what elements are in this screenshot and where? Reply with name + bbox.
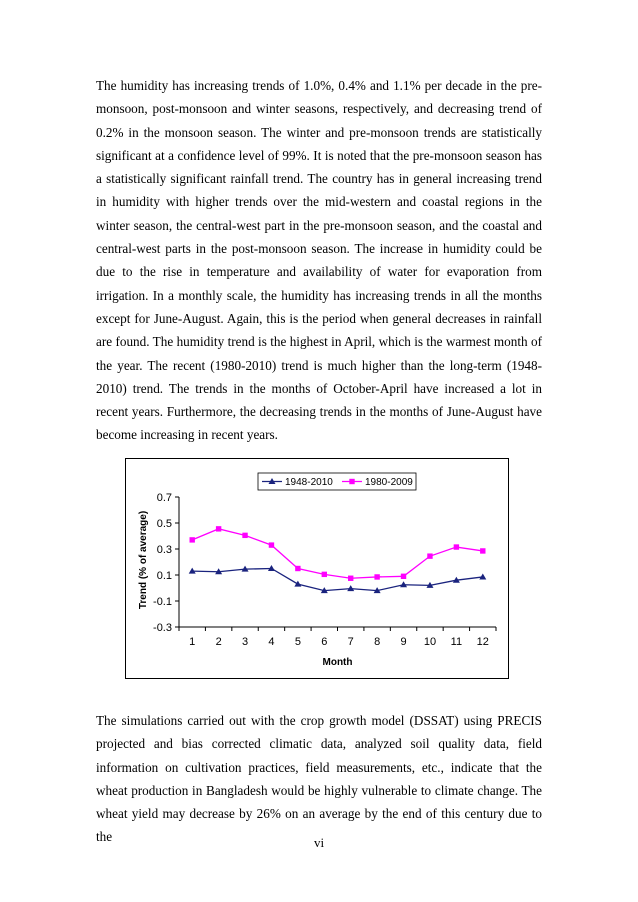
x-tick-label: 11 <box>450 636 463 648</box>
x-tick-label: 5 <box>294 636 301 648</box>
legend-label-1948-2010: 1948-2010 <box>285 477 333 488</box>
x-tick-label: 8 <box>374 636 381 648</box>
body-paragraph-wheat: The simulations carried out with the crop growth model (DSSAT) using PRECIS projected and bias corrected climatic data, analyzed soil quality data, field information on cultivation practices, field measurements, etc., indicate that the wheat production in Bangladesh would be highly vulnerable to climate change. The wheat yield may decrease by 26% on an average by the end of this century due to the <box>96 713 542 845</box>
page-number: vi <box>313 835 325 850</box>
y-tick-label: 0.3 <box>156 544 172 556</box>
body-paragraph-humidity: The humidity has increasing trends of 1.0%, 0.4% and 1.1% per decade in the pre-monsoon, post-monsoon and winter seasons, respectively, and decreasing trend of 0.2% in the monsoon season. The winter and pre-monsoon trends are statistically significant at a confidence level of 99%. It is noted that the pre-monsoon season has a statistically significant rainfall trend. The country has in general increasing trend in humidity with higher trends over the mid-western and coastal regions in the winter season, the central-west part in the pre-monsoon season, and the coastal and central-west parts in the post-monsoon season. The increase in humidity could be due to the rise in temperature and availability of water for evaporation from irrigation. In a monthly scale, the humidity has increasing trends in all the months except for June-August. Again, this is the period when general decreases in rainfall are found. The humidity trend is the highest in April, which is the warmest month of the year. The recent (1980-2010) trend is much higher than the long-term (1948-2010) trend. The trends in the months of October-April have increased a lot in recent years. Furthermore, the decreasing trends in the months of June-August have become increasing in recent years. <box>96 78 542 443</box>
data-point-1980-2009 <box>374 574 379 579</box>
data-point-1980-2009 <box>427 553 432 558</box>
x-tick-label: 1 <box>189 636 196 648</box>
data-point-1980-2009 <box>269 542 274 547</box>
data-point-1948-2010 <box>347 585 354 591</box>
data-point-1948-2010 <box>479 573 486 579</box>
data-point-1980-2009 <box>348 576 353 581</box>
data-point-1948-2010 <box>294 581 301 587</box>
legend-marker-1980-2009 <box>349 479 354 484</box>
data-point-1980-2009 <box>454 544 459 549</box>
x-tick-label: 3 <box>241 636 249 648</box>
y-tick-label: -0.3 <box>153 622 172 634</box>
series-line-1980-2009 <box>192 529 483 578</box>
x-tick-label: 6 <box>321 636 328 648</box>
x-tick-label: 10 <box>423 636 437 648</box>
data-point-1980-2009 <box>322 572 327 577</box>
data-point-1980-2009 <box>480 548 485 553</box>
data-point-1980-2009 <box>401 574 406 579</box>
y-tick-label: 0.5 <box>156 518 172 530</box>
x-tick-label: 7 <box>347 636 354 648</box>
data-point-1980-2009 <box>295 566 300 571</box>
series-line-1948-2010 <box>192 569 483 591</box>
y-tick-label: -0.1 <box>153 596 172 608</box>
x-tick-label: 2 <box>215 636 222 648</box>
humidity-trend-chart <box>125 458 509 679</box>
x-tick-label: 12 <box>476 636 489 648</box>
data-point-1980-2009 <box>190 537 195 542</box>
x-tick-label: 9 <box>400 636 407 648</box>
y-tick-label: 0.1 <box>156 570 172 582</box>
data-point-1980-2009 <box>242 533 247 538</box>
chart-canvas <box>126 459 508 678</box>
x-axis-title: Month <box>322 657 353 668</box>
y-axis-title: Trend (% of average) <box>138 510 149 610</box>
legend-label-1980-2009: 1980-2009 <box>365 477 413 488</box>
data-point-1980-2009 <box>216 526 221 531</box>
y-tick-label: 0.7 <box>156 492 172 504</box>
x-tick-label: 4 <box>268 636 275 648</box>
